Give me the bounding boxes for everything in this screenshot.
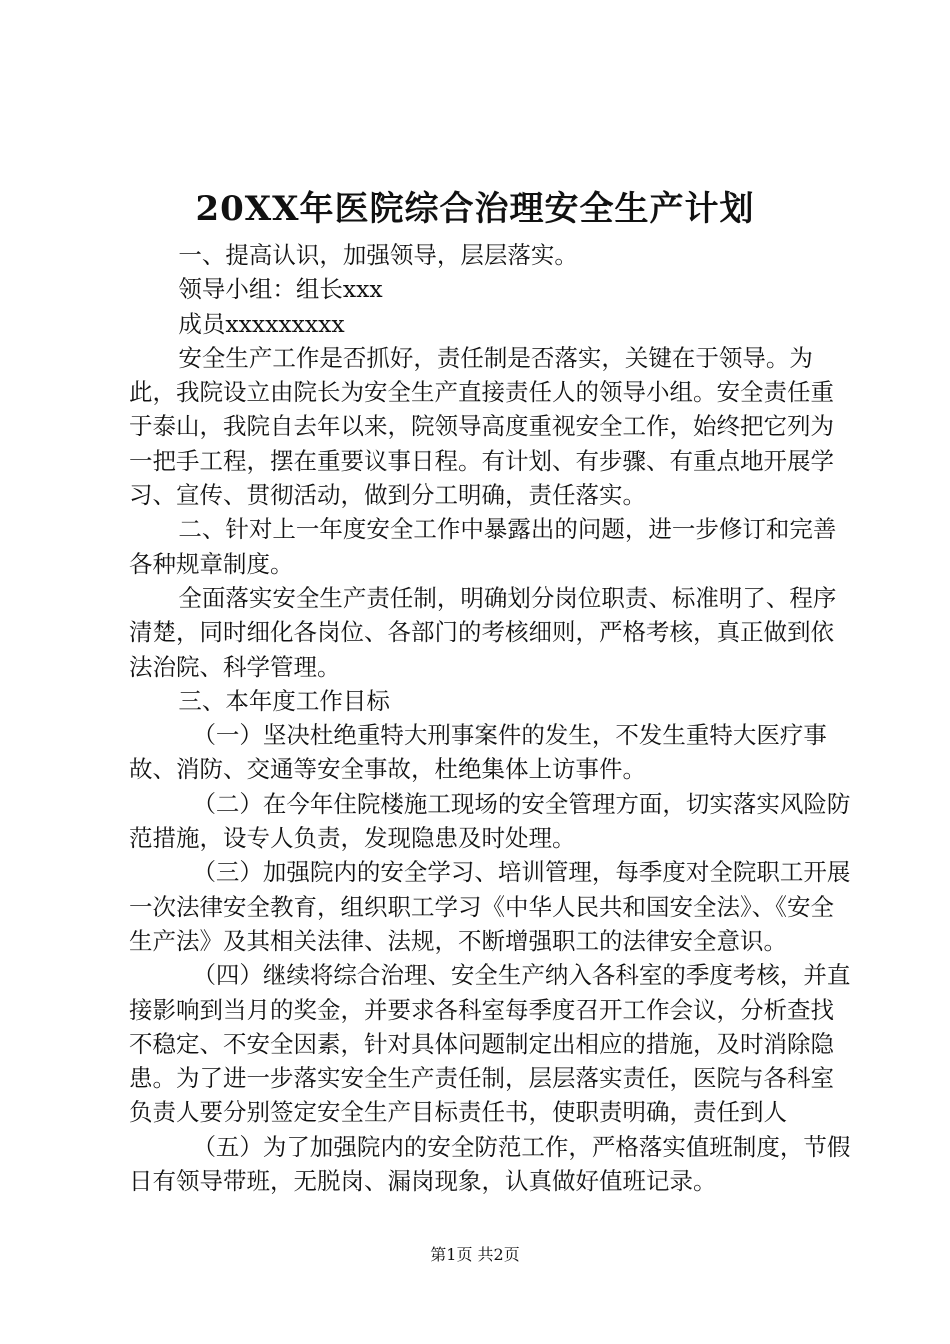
paragraph: 全面落实安全生产责任制，明确划分岗位职责、标准明了、程序清楚，同时细化各岗位、各部门的考核细则，严格考核，真正做到依法治院、科学管理。: [129, 583, 837, 681]
leader-group-line: 领导小组：组长xxx: [178, 275, 383, 304]
paragraph: 安全生产工作是否抓好，责任制是否落实，关键在于领导。为此，我院设立由院长为安全生产直接责任人的领导小组。安全责任重于泰山，我院自去年以来，院领导高度重视安全工作，始终把它列为一把手工程，摆在重要议事日程。有计划、有步骤、有重点地开展学习、宣传、贯彻活动，做到分工明确，责任落实。: [129, 343, 834, 510]
document-body: [129, 238, 854, 1198]
goal-item-2: （二）在今年住院楼施工现场的安全管理方面，切实落实风险防范措施，设专人负责，发现隐患及时处理。: [129, 789, 851, 853]
document-title: 20XX年医院综合治理安全生产计划: [195, 189, 755, 229]
page-indicator: 第1页 共2页: [430, 1245, 520, 1264]
section-heading-2: 二、针对上一年度安全工作中暴露出的问题，进一步修订和完善各种规章制度。: [129, 515, 837, 578]
section-heading-1: 一、提高认识，加强领导，层层落实。: [178, 241, 578, 269]
goal-item-4: （四）继续将综合治理、安全生产纳入各科室的季度考核，并直接影响到当月的奖金，并要求各科室每季度召开工作会议，分析查找不稳定、不安全因素，针对具体问题制定出相应的措施，及时消除隐患。为了进一步落实安全生产责任制，层层落实责任，医院与各科室负责人要分别签定安全生产目标责任书，使职责明确，责任到人: [129, 961, 851, 1127]
goal-item-1: （一）坚决杜绝重特大刑事案件的发生，不发生重特大医疗事故、消防、交通等安全事故，杜绝集体上访事件。: [129, 721, 827, 784]
goal-item-3: （三）加强院内的安全学习、培训管理，每季度对全院职工开展一次法律安全教育，组织职工学习《中华人民共和国安全法》、《安全生产法》及其相关法律、法规，不断增强职工的法律安全意识。: [129, 858, 851, 955]
members-line: 成员xxxxxxxxx: [178, 309, 345, 338]
section-heading-3: 三、本年度工作目标: [178, 686, 390, 715]
goal-item-5: （五）为了加强院内的安全防范工作，严格落实值班制度，节假日有领导带班，无脱岗、漏岗现象，认真做好值班记录。: [129, 1132, 851, 1196]
